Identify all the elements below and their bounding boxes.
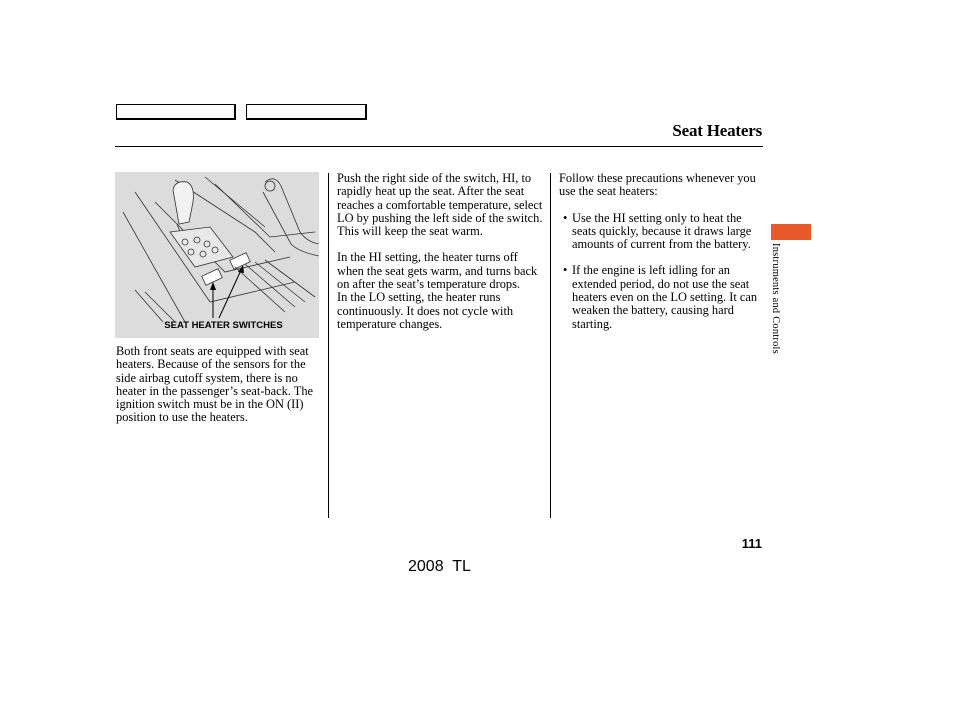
nav-button-previous[interactable] (116, 104, 236, 120)
precautions-list (559, 212, 764, 331)
precautions-intro: Follow these precautions whenever you use the seat heaters: (559, 171, 756, 199)
section-tab[interactable] (771, 224, 811, 240)
title-rule (115, 146, 763, 147)
model-footer: 2008 TL (408, 558, 471, 575)
nav-button-next[interactable] (246, 104, 367, 120)
hi-setting-paragraph: In the HI setting, the heater turns off when the seat gets warm, and turns back on after the seat’s temperature drops. (337, 250, 538, 292)
page-number: 111 (741, 536, 762, 551)
column-divider (328, 173, 329, 518)
seat-heater-figure (115, 172, 319, 338)
column-divider (550, 173, 551, 518)
figure-caption: SEAT HEATER SWITCHES (164, 320, 283, 331)
hi-switch-paragraph: Push the right side of the switch, HI, to rapidly heat up the seat. After the seat reaches a comfortable temperature, select LO by pushing the left side of the switch. This will keep the seat warm. (337, 171, 543, 239)
page-title: Seat Heaters (672, 121, 762, 140)
section-label: Instruments and Controls (770, 243, 781, 354)
column-1 (116, 345, 324, 425)
center-console-illustration (115, 172, 319, 338)
column-2 (337, 172, 545, 331)
column-3 (559, 172, 764, 331)
intro-paragraph: Both front seats are equipped with seat heaters. Because of the sensors for the side airbag cutoff system, there is no heater in the passenger’s seat-back. The ignition switch must be in the ON (II) position to use the heaters. (116, 344, 314, 425)
list-item: • Use the HI setting only to heat the seats quickly, because it draws large amounts of current from the battery. (559, 212, 764, 252)
list-item: • If the engine is left idling for an extended period, do not use the seat heaters even on the LO setting. It can weaken the battery, causing hard starting. (559, 264, 764, 330)
lo-setting-paragraph: In the LO setting, the heater runs continuously. It does not cycle with temperature changes. (337, 290, 514, 331)
